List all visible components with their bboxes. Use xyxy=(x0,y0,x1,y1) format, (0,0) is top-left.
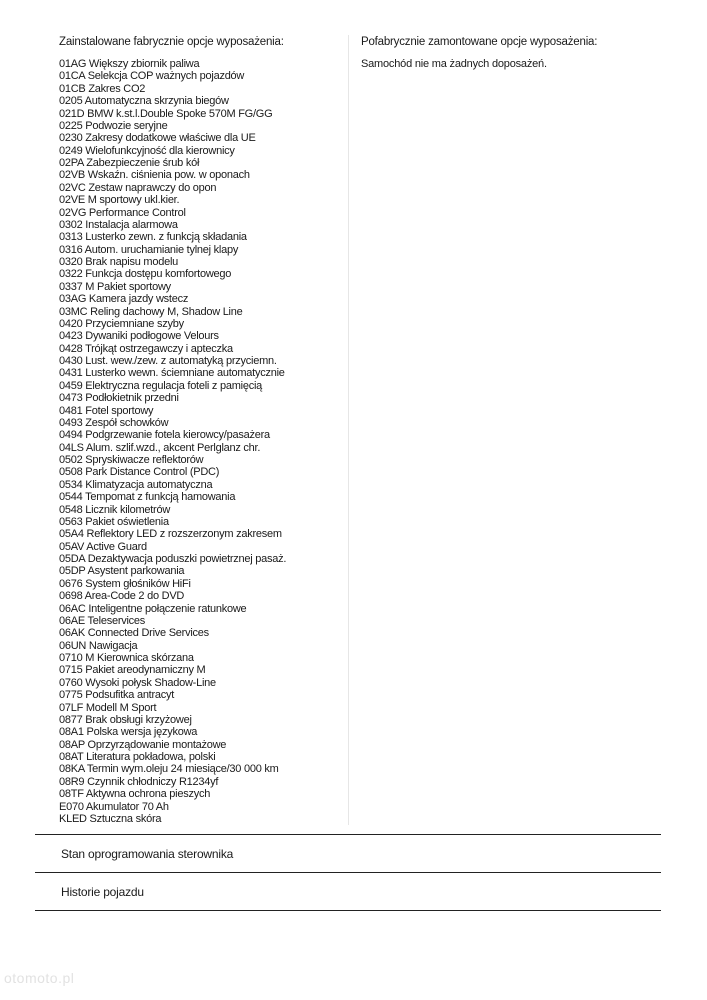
list-item: 08KA Termin wym.oleju 24 miesiące/30 000 km xyxy=(59,763,279,776)
list-item: 0420 Przyciemniane szyby xyxy=(59,317,184,330)
list-item: 08A1 Polska wersja językowa xyxy=(59,726,198,739)
list-item: 08AT Literatura pokładowa, polski xyxy=(59,751,216,763)
section-divider-middle xyxy=(35,872,661,873)
list-item: 05AV Active Guard xyxy=(59,540,147,553)
list-item: 01CB Zakres CO2 xyxy=(59,82,146,95)
list-item: 0428 Trójkąt ostrzegawczy i apteczka xyxy=(59,342,233,355)
list-item: 02VC Zestaw naprawczy do opon xyxy=(59,181,217,194)
list-item: 0877 Brak obsługi krzyżowej xyxy=(59,713,192,726)
list-item: 0493 Zespół schowków xyxy=(59,416,169,429)
column-divider xyxy=(348,35,349,825)
list-item: 02VE M sportowy ukl.kier. xyxy=(59,194,180,207)
list-item: KLED Sztuczna skóra xyxy=(59,812,162,825)
list-item: 02VB Wskaźn. ciśnienia pow. w oponach xyxy=(59,169,250,182)
list-item: 0225 Podwozie seryjne xyxy=(59,119,168,132)
list-item: 0676 System głośników HiFi xyxy=(59,577,191,590)
list-item: 0316 Autom. uruchamianie tylnej klapy xyxy=(59,243,239,256)
list-item: 021D BMW k.st.l.Double Spoke 570M FG/GG xyxy=(59,107,273,120)
list-item: 01CA Selekcja COP ważnych pojazdów xyxy=(59,70,245,83)
list-item: 0337 M Pakiet sportowy xyxy=(59,280,171,293)
list-item: 03MC Reling dachowy M, Shadow Line xyxy=(59,305,243,318)
list-item: 05DP Asystent parkowania xyxy=(59,565,185,578)
list-item: 0320 Brak napisu modelu xyxy=(59,256,178,268)
list-item: 0322 Funkcja dostępu komfortowego xyxy=(59,268,232,281)
list-item: 0715 Pakiet areodynamiczny M xyxy=(59,664,206,677)
list-item: 0249 Wielofunkcyjność dla kierownicy xyxy=(59,144,235,157)
list-item: 04LS Alum. szlif.wzd., akcent Perlglanz chr. xyxy=(59,441,261,454)
watermark-logo: otomoto.pl xyxy=(4,970,75,986)
list-item: 0431 Lusterko wewn. ściemniane automatycznie xyxy=(59,367,285,380)
list-item: 0710 M Kierownica skórzana xyxy=(59,652,194,664)
list-item: 0544 Tempomat z funkcją hamowania xyxy=(59,491,236,504)
list-item: 05DA Dezaktywacja poduszki powietrznej pasaż. xyxy=(59,553,287,565)
aftermarket-options-heading: Pofabrycznie zamontowane opcje wyposażenia: xyxy=(361,36,598,48)
list-item: 0205 Automatyczna skrzynia biegów xyxy=(59,95,229,108)
list-item: 01AG Większy zbiornik paliwa xyxy=(59,58,200,70)
list-item: 06AC Inteligentne połączenie ratunkowe xyxy=(59,602,247,615)
list-item: 0494 Podgrzewanie fotela kierowcy/pasażera xyxy=(59,429,270,442)
list-item: 0459 Elektryczna regulacja foteli z pamięcią xyxy=(59,379,263,392)
factory-options-column xyxy=(59,35,339,825)
list-item: 08TF Aktywna ochrona pieszych xyxy=(59,788,211,801)
list-item: E070 Akumulator 70 Ah xyxy=(59,800,169,813)
section-divider-top xyxy=(35,834,661,835)
list-item: 06AE Teleservices xyxy=(59,614,146,627)
list-item: 06AK Connected Drive Services xyxy=(59,627,209,640)
list-item: 03AG Kamera jazdy wstecz xyxy=(59,293,189,306)
factory-options-list xyxy=(59,58,339,825)
list-item: 0302 Instalacja alarmowa xyxy=(59,218,178,231)
list-item: 0430 Lust. wew./zew. z automatyką przyciemn. xyxy=(59,355,277,367)
factory-options-heading: Zainstalowane fabrycznie opcje wyposażenia: xyxy=(59,36,284,48)
list-item: 0534 Klimatyzacja automatyczna xyxy=(59,478,213,491)
aftermarket-options-note: Samochód nie ma żadnych doposażeń. xyxy=(361,58,547,70)
list-item: 08R9 Czynnik chłodniczy R1234yf xyxy=(59,775,219,788)
list-item: 0313 Lusterko zewn. z funkcją składania xyxy=(59,231,247,244)
list-item: 0230 Zakresy dodatkowe właściwe dla UE xyxy=(59,132,256,145)
aftermarket-options-column xyxy=(361,35,661,71)
list-item: 05A4 Reflektory LED z rozszerzonym zakresem xyxy=(59,528,282,541)
list-item: 0698 Area-Code 2 do DVD xyxy=(59,590,185,603)
history-section-header[interactable]: Historie pojazdu xyxy=(61,885,144,899)
list-item: 0508 Park Distance Control (PDC) xyxy=(59,466,220,479)
list-item: 02VG Performance Control xyxy=(59,206,186,219)
list-item: 0481 Fotel sportowy xyxy=(59,404,154,417)
list-item: 02PA Zabezpieczenie śrub kół xyxy=(59,157,200,169)
list-item: 08AP Oprzyrządowanie montażowe xyxy=(59,738,227,751)
list-item: 0563 Pakiet oświetlenia xyxy=(59,515,169,528)
list-item: 07LF Modell M Sport xyxy=(59,701,157,714)
section-divider-bottom xyxy=(35,910,661,911)
software-section-header[interactable]: Stan oprogramowania sterownika xyxy=(61,847,234,861)
list-item: 0423 Dywaniki podłogowe Velours xyxy=(59,330,219,343)
list-item: 0548 Licznik kilometrów xyxy=(59,503,171,516)
list-item: 0502 Spryskiwacze reflektorów xyxy=(59,454,204,466)
list-item: 0775 Podsufitka antracyt xyxy=(59,689,175,702)
list-item: 06UN Nawigacja xyxy=(59,639,138,652)
list-item: 0473 Podłokietnik przedni xyxy=(59,392,179,405)
list-item: 0760 Wysoki połysk Shadow-Line xyxy=(59,676,216,689)
